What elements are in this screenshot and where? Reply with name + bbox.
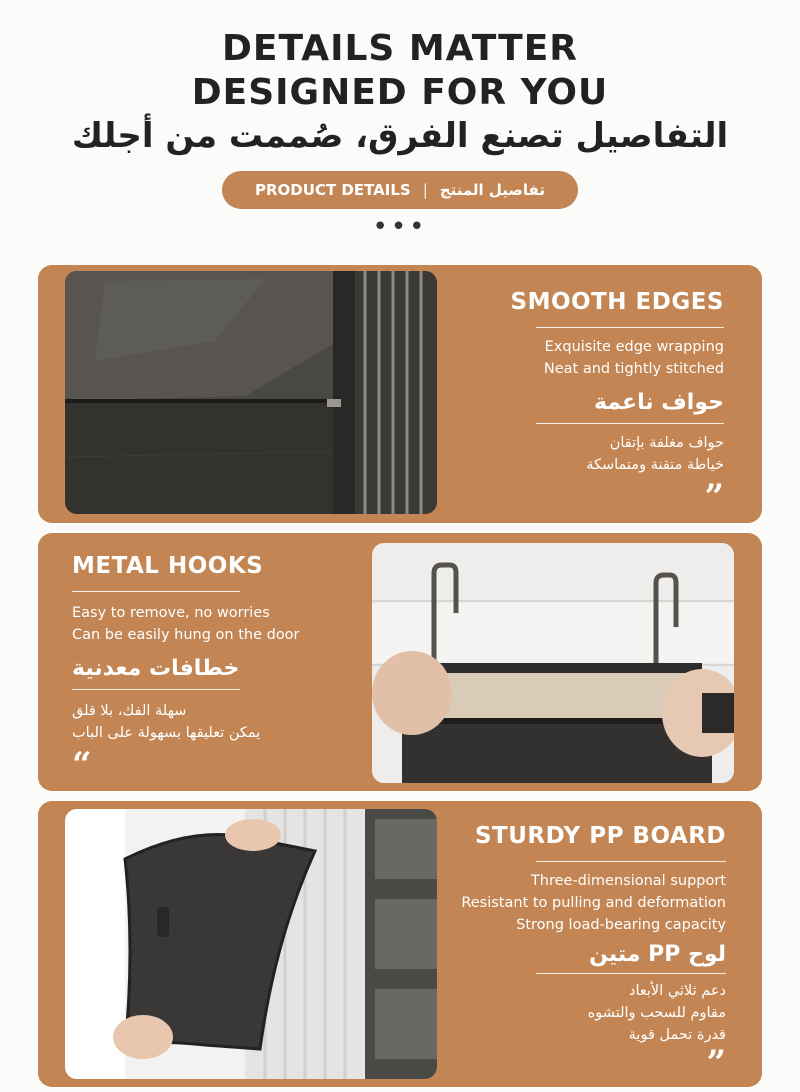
quote-mark: “: [72, 745, 92, 785]
organizer-edge-image: [65, 271, 437, 514]
feature-line: Easy to remove, no worries: [72, 605, 270, 621]
feature-title-ar: لوح PP متين: [589, 942, 726, 967]
quote-mark: ”: [704, 477, 724, 517]
pp-board-text: [396, 823, 726, 1083]
pill-label-ar: تفاصيل المنتج: [439, 181, 545, 199]
quote-mark: ”: [706, 1043, 726, 1083]
feature-title-ar: خطافات معدنية: [72, 656, 240, 681]
feature-line-ar: يمكن تعليقها بسهولة على الباب: [72, 725, 261, 741]
feature-line-ar: دعم ثلاثي الأبعاد: [629, 983, 726, 999]
feature-card-smooth-edges: [38, 265, 762, 523]
feature-line-ar: قدرة تحمل قوية: [628, 1027, 726, 1043]
pp-board-image: [65, 809, 437, 1079]
divider: [536, 861, 726, 862]
feature-title: STURDY PP BOARD: [474, 823, 726, 849]
feature-line-ar: مقاوم للسحب والتشوه: [587, 1005, 726, 1021]
divider: [72, 689, 240, 690]
divider: [536, 423, 724, 424]
ellipsis-dots: •••: [372, 212, 428, 242]
organizer-edge-photo: [65, 271, 437, 514]
headline-line-1: DETAILS MATTER: [221, 28, 579, 69]
feature-card-pp-board: [38, 801, 762, 1087]
feature-line-ar: خياطة متقنة ومتماسكة: [586, 457, 724, 473]
feature-line: Can be easily hung on the door: [72, 627, 300, 643]
feature-line: Strong load-bearing capacity: [516, 917, 726, 933]
feature-card-metal-hooks: [38, 533, 762, 791]
hooks-on-door-photo: [372, 543, 734, 783]
divider: [536, 327, 724, 328]
feature-line: Neat and tightly stitched: [543, 361, 724, 377]
feature-line: Resistant to pulling and deformation: [461, 895, 726, 911]
pill-label-en: PRODUCT DETAILS: [255, 181, 411, 199]
divider: [536, 973, 726, 974]
feature-line: Three-dimensional support: [530, 873, 726, 889]
feature-title: SMOOTH EDGES: [510, 289, 724, 315]
feature-title: METAL HOOKS: [72, 553, 264, 579]
pp-board-photo: [65, 809, 437, 1079]
headline-line-2: DESIGNED FOR YOU: [191, 72, 609, 113]
feature-line-ar: حواف مغلفة بإتقان: [609, 435, 724, 451]
headline-arabic: التفاصيل تصنع الفرق، صُممت من أجلك: [71, 116, 729, 156]
smooth-edges-text: [424, 289, 724, 517]
feature-line: Exquisite edge wrapping: [544, 339, 724, 355]
hooks-on-door-image: [372, 543, 734, 783]
metal-hooks-text: [72, 553, 372, 785]
divider: [72, 591, 240, 592]
pill-separator: |: [422, 181, 428, 199]
feature-title-ar: حواف ناعمة: [593, 390, 724, 415]
feature-line-ar: سهلة الفك، بلا قلق: [72, 703, 187, 719]
product-details-pill: [222, 171, 578, 209]
